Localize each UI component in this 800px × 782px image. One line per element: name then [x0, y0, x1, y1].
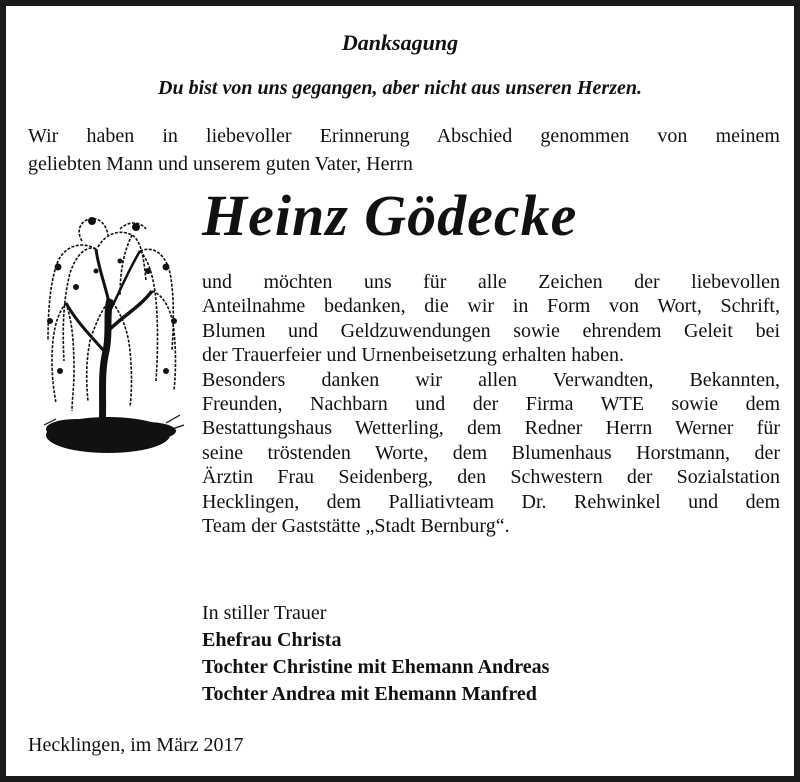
thanks-line: der Trauerfeier und Urnenbeisetzung erhalten haben. — [202, 344, 625, 367]
thanks-line: Freunden, Nachbarn und der Firma WTE sowie dem — [202, 393, 780, 416]
thanks-line: Blumen und Geldzuwendungen sowie ehrendem Geleit bei — [202, 319, 780, 342]
signoff — [202, 600, 549, 708]
notice-motto: Du bist von uns gegangen, aber nicht aus unseren Herzen. — [158, 77, 642, 99]
thanks-line: Besonders danken wir allen Verwandten, Bekannten, — [202, 368, 780, 391]
thanks-line: Anteilnahme bedanken, die wir in Form von Wort, Schrift, — [202, 295, 780, 318]
family-member: Ehefrau Christa — [202, 629, 342, 651]
intro-paragraph — [28, 122, 780, 178]
notice-heading: Danksagung — [341, 30, 459, 55]
thanks-line: Hecklingen, dem Palliativteam Dr. Rehwinkel und dem — [202, 490, 780, 513]
family-member: Tochter Andrea mit Ehemann Manfred — [202, 683, 537, 705]
thanks-line: Bestattungshaus Wetterling, dem Redner Herrn Werner für — [202, 417, 780, 440]
thanks-line: seine tröstenden Worte, dem Blumenhaus Horstmann, der — [202, 441, 780, 464]
place-date: Hecklingen, im März 2017 — [28, 734, 244, 756]
deceased-name: Heinz Gödecke — [202, 183, 578, 248]
thanks-line: Ärztin Frau Seidenberg, den Schwestern der Sozialstation — [202, 466, 780, 489]
thanks-line: und möchten uns für alle Zeichen der liebevollen — [202, 271, 780, 293]
family-member: Tochter Christine mit Ehemann Andreas — [202, 656, 550, 678]
thanks-paragraph — [202, 270, 780, 538]
weeping-willow-icon — [36, 211, 186, 473]
intro-line: geliebten Mann und unserem guten Vater, Herrn — [28, 153, 413, 175]
signoff-label: In stiller Trauer — [202, 602, 327, 624]
intro-line: Wir haben in liebevoller Erinnerung Abschied genommen von meinem — [28, 125, 780, 147]
thanks-line: Team der Gaststätte „Stadt Bernburg“. — [202, 515, 510, 538]
